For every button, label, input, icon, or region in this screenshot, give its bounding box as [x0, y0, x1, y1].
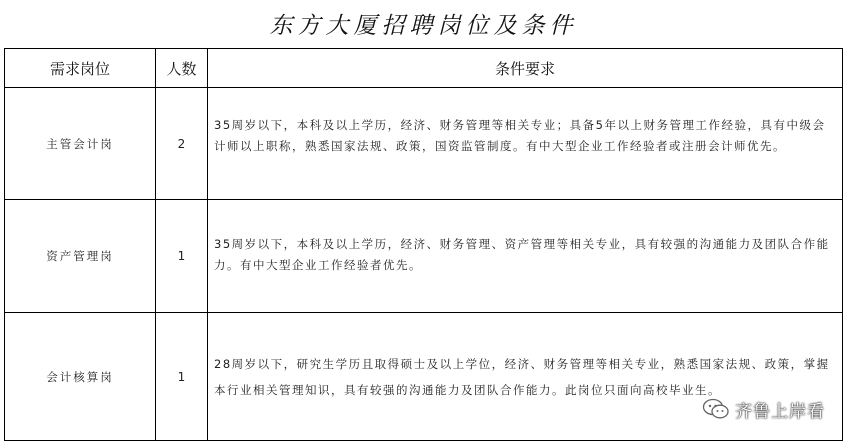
header-position: 需求岗位 [5, 49, 156, 88]
recruitment-table [4, 48, 843, 441]
position-cell: 会计核算岗 [5, 313, 156, 441]
watermark [702, 397, 825, 421]
page-title: 东方大厦招聘岗位及条件 [269, 13, 578, 39]
requirement-text: 28周岁以下，研究生学历且取得硕士及以上学位，经济、财务管理等相关专业，熟悉国家法规、政策，掌握本行业相关管理知识，具有较强的沟通能力及团队合作能力。此岗位只面向高校毕业生。 [214, 357, 830, 397]
requirement-cell [208, 88, 843, 200]
table-row [5, 200, 843, 313]
position-cell: 主管会计岗 [5, 88, 156, 200]
count-cell: 1 [156, 200, 208, 313]
requirement-text: 35周岁以下，本科及以上学历，经济、财务管理、资产管理等相关专业，具有较强的沟通能力及团队合作能力。有中大型企业工作经验者优先。 [214, 237, 830, 272]
count-cell: 1 [156, 313, 208, 441]
watermark-text: 齐鲁上岸看 [735, 401, 825, 422]
requirement-cell [208, 200, 843, 313]
count-cell: 2 [156, 88, 208, 200]
header-count: 人数 [156, 49, 208, 88]
header-requirement: 条件要求 [208, 49, 843, 88]
table-header-row [5, 49, 843, 88]
requirement-text: 35周岁以下，本科及以上学历，经济、财务管理等相关专业；具备5年以上财务管理工作经验，具有中级会计师以上职称，熟悉国家法规、政策，国资监管制度。有中大型企业工作经验者或注册会计师优先。 [214, 118, 826, 153]
position-cell: 资产管理岗 [5, 200, 156, 313]
table-row [5, 88, 843, 200]
wechat-icon [702, 398, 730, 420]
table-row [5, 313, 843, 441]
